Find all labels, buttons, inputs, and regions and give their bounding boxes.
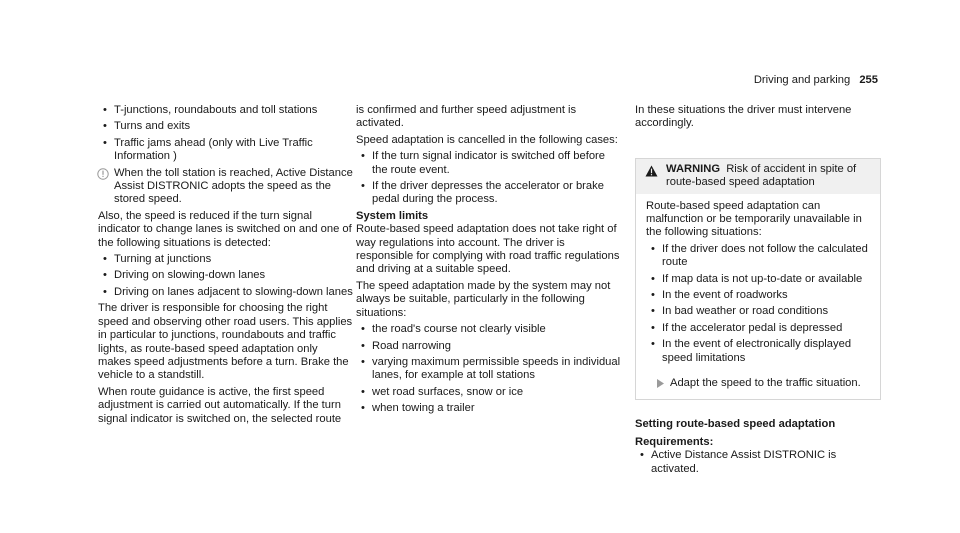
list-item: • If the turn signal indicator is switched off before the route event. (356, 150, 621, 177)
list-item: • If map data is not up-to-date or available (646, 273, 872, 286)
warning-body (636, 194, 880, 399)
list-item: • varying maximum permissible speeds in individual lanes, for example at toll stations (356, 356, 621, 383)
system-limits-heading: System limits (356, 209, 429, 222)
setting-heading: Setting route-based speed adaptation (635, 417, 836, 430)
list-item: • Turning at junctions (98, 253, 353, 266)
paragraph: Also, the speed is reduced if the turn signal indicator to change lanes is switched on and one of the following situations is detected: (98, 209, 352, 249)
list-item: • T-junctions, roundabouts and toll stations (98, 104, 353, 117)
page-header (754, 74, 878, 87)
requirements-label: Requirements: (635, 435, 714, 448)
list-item: • wet road surfaces, snow or ice (356, 386, 621, 399)
list-item: • In the event of roadworks (646, 289, 872, 302)
paragraph: Speed adaptation is cancelled in the following cases: (356, 133, 618, 146)
column-3 (635, 104, 881, 479)
junction-list (98, 104, 353, 164)
list-item: • the road's course not clearly visible (356, 323, 621, 336)
note-text: When the toll station is reached, Active Distance Assist DISTRONIC adopts the speed as the stored speed. (114, 166, 353, 206)
limits-list (356, 323, 621, 415)
list-item: • In bad weather or road conditions (646, 305, 872, 318)
info-note (98, 167, 353, 207)
list-item: • If the driver does not follow the calculated route (646, 243, 872, 270)
warning-title: WARNING (666, 162, 721, 175)
malfunction-list (646, 243, 872, 365)
requirements-list (635, 449, 881, 476)
warning-box (635, 158, 881, 400)
list-item: • Driving on slowing-down lanes (98, 269, 353, 282)
list-item: • In the event of electronically displayed speed limitations (646, 338, 872, 365)
list-item: • If the driver depresses the accelerator or brake pedal during the process. (356, 180, 621, 207)
paragraph: The driver is responsible for choosing the right speed and observing other road users. This applies in particular to junctions, roundabouts and traffic lights, as route-based speed adaptation only makes speed adjustments before a turn. Brake the vehicle to a standstill. (98, 302, 353, 382)
paragraph: In these situations the driver must intervene accordingly. (635, 104, 852, 130)
column-1 (98, 104, 353, 429)
list-item: • Active Distance Assist DISTRONIC is activated. (635, 449, 881, 476)
paragraph: When route guidance is active, the first speed adjustment is carried out automatically. If the turn signal indicator is switched on, the selected route (98, 385, 342, 425)
page-number: 255 (859, 74, 878, 86)
warning-header (636, 159, 880, 194)
list-item: • Turns and exits (98, 120, 353, 133)
action-text: Adapt the speed to the traffic situation. (670, 377, 861, 390)
lane-change-list (98, 253, 353, 299)
paragraph: is confirmed and further speed adjustment is activated. (356, 104, 577, 130)
list-item: • when towing a trailer (356, 402, 621, 415)
warning-subtitle: Risk of accident in spite of route-based speed adaptation (666, 162, 857, 189)
cancel-cases-list (356, 150, 621, 207)
info-icon (97, 168, 109, 180)
warning-triangle-icon (645, 165, 658, 177)
list-item: • Driving on lanes adjacent to slowing-down lanes (98, 286, 353, 299)
warning-text: Route-based speed adaptation can malfunction or be temporarily unavailable in the following situations: (646, 199, 862, 239)
column-2 (356, 104, 621, 419)
list-item: • Traffic jams ahead (only with Live Traffic Information ) (98, 137, 353, 164)
list-item: • Road narrowing (356, 340, 621, 353)
list-item: • If the accelerator pedal is depressed (646, 322, 872, 335)
paragraph: Route-based speed adaptation does not take right of way regulations into account. The driver is responsible for complying with road traffic regulations and driving at a suitable speed. (356, 223, 620, 276)
action-step (646, 377, 872, 390)
action-arrow-icon (657, 379, 664, 388)
paragraph: The speed adaptation made by the system may not always be suitable, particularly in the following situations: (356, 279, 611, 319)
section-title: Driving and parking (753, 74, 851, 86)
